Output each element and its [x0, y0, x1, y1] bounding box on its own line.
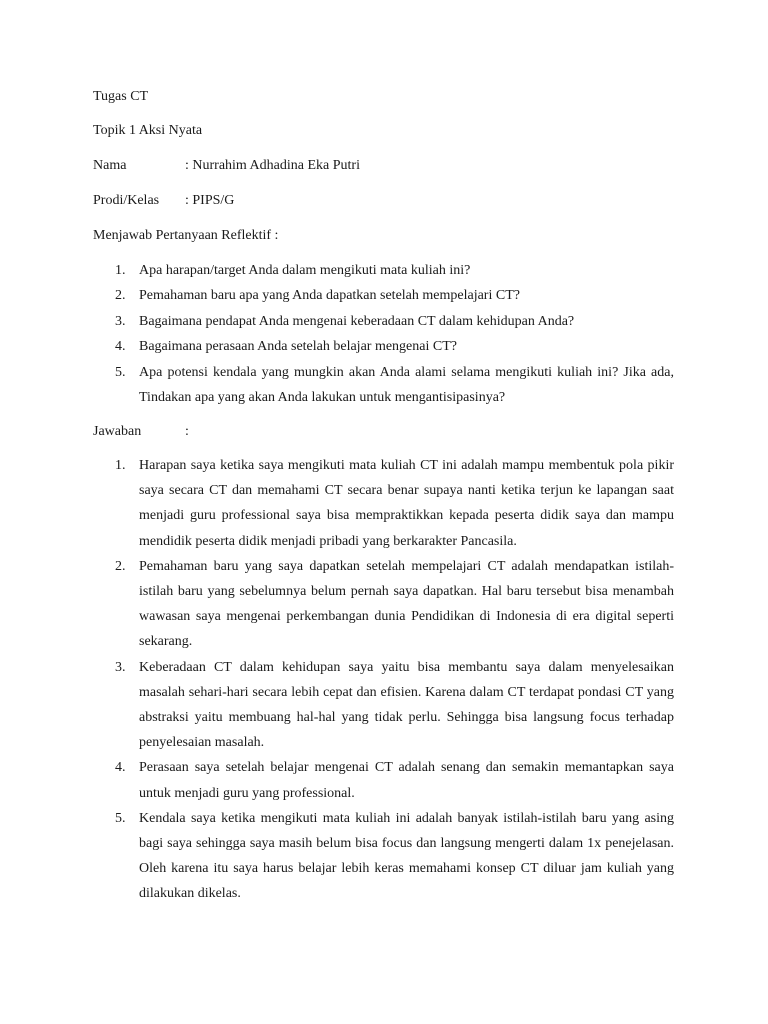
question-text: Apa potensi kendala yang mungkin akan Anda alami selama mengikuti kuliah ini? Jika ada, Tindakan apa yang akan Anda lakukan untuk mengantisipasinya? — [139, 364, 674, 406]
class-label: Prodi/Kelas — [93, 193, 160, 208]
question-number: 2. — [115, 288, 126, 304]
question-number: 5. — [115, 364, 126, 380]
answer-number: 4. — [115, 760, 126, 776]
question-item — [93, 309, 674, 334]
answers-label: Jawaban — [93, 424, 142, 439]
answer-item — [93, 655, 674, 756]
answer-item — [93, 554, 674, 655]
question-number: 1. — [115, 263, 126, 278]
name-label: Nama — [93, 158, 127, 173]
questions-heading: Menjawab Pertanyaan Reflektif : — [93, 228, 279, 243]
question-item — [93, 258, 674, 283]
answer-number: 2. — [115, 558, 126, 574]
name-row — [93, 157, 360, 175]
answer-item — [93, 453, 674, 554]
question-number: 3. — [115, 313, 126, 329]
question-number: 4. — [115, 339, 126, 355]
question-text: Pemahaman baru apa yang Anda dapatkan setelah mempelajari CT? — [139, 288, 520, 304]
answer-number: 1. — [115, 458, 126, 473]
answer-item — [93, 755, 674, 805]
answer-number: 5. — [115, 810, 126, 826]
document-title: Tugas CT — [93, 89, 149, 104]
question-item — [93, 360, 674, 411]
answer-text: Harapan saya ketika saya mengikuti mata kuliah CT ini adalah mampu membentuk pola pikir saya secara CT dan memahami CT secara benar supaya nanti ketika terjun ke lapangan saat menjadi guru professional saya bisa mempraktikkan kepada peserta didik saya dan mampu mendidik peserta didik menjadi pribadi yang berkarakter Pancasila. — [139, 458, 674, 549]
answer-text: Kendala saya ketika mengikuti mata kuliah ini adalah banyak istilah-istilah baru yang asing bagi saya sehingga saya masih belum bisa focus dan langsung mengerti dalam 1x penejelasan. Oleh karena itu saya harus belajar lebih keras memahami konsep CT diluar jam kuliah yang dilakukan dikelas. — [139, 810, 674, 902]
question-text: Bagaimana perasaan Anda setelah belajar mengenai CT? — [139, 339, 457, 355]
class-value: : PIPS/G — [185, 193, 235, 208]
answer-text: Perasaan saya setelah belajar mengenai CT adalah senang dan semakin memantapkan saya untuk menjadi guru yang professional. — [139, 760, 674, 801]
question-item — [93, 334, 674, 359]
answer-number: 3. — [115, 659, 126, 675]
answer-text: Keberadaan CT dalam kehidupan saya yaitu bisa membantu saya dalam menyelesaikan masalah sehari-hari secara lebih cepat dan efisien. Karena dalam CT terdapat pondasi CT yang abstraksi yaitu membuang hal-hal yang tidak perlu. Sehingga bisa langsung focus terhadap penyelesaian masalah. — [139, 659, 674, 751]
questions-list — [93, 258, 674, 410]
question-text: Bagaimana pendapat Anda mengenai keberadaan CT dalam kehidupan Anda? — [139, 313, 575, 329]
answer-item — [93, 806, 674, 907]
class-row — [93, 192, 234, 210]
question-text: Apa harapan/target Anda dalam mengikuti mata kuliah ini? — [139, 263, 471, 278]
question-item — [93, 283, 674, 308]
name-value: : Nurrahim Adhadina Eka Putri — [185, 158, 360, 173]
answers-heading — [93, 423, 189, 441]
answers-colon: : — [185, 424, 189, 439]
topic-line: Topik 1 Aksi Nyata — [93, 123, 203, 138]
answer-text: Pemahaman baru yang saya dapatkan setelah mempelajari CT adalah mendapatkan istilah-istilah baru yang sebelumnya belum pernah saya dapatkan. Hal baru tersebut bisa menambah wawasan saya mengenai perkembangan dunia Pendidikan di Indonesia di era digital seperti sekarang. — [139, 558, 674, 650]
answers-list — [93, 453, 674, 907]
